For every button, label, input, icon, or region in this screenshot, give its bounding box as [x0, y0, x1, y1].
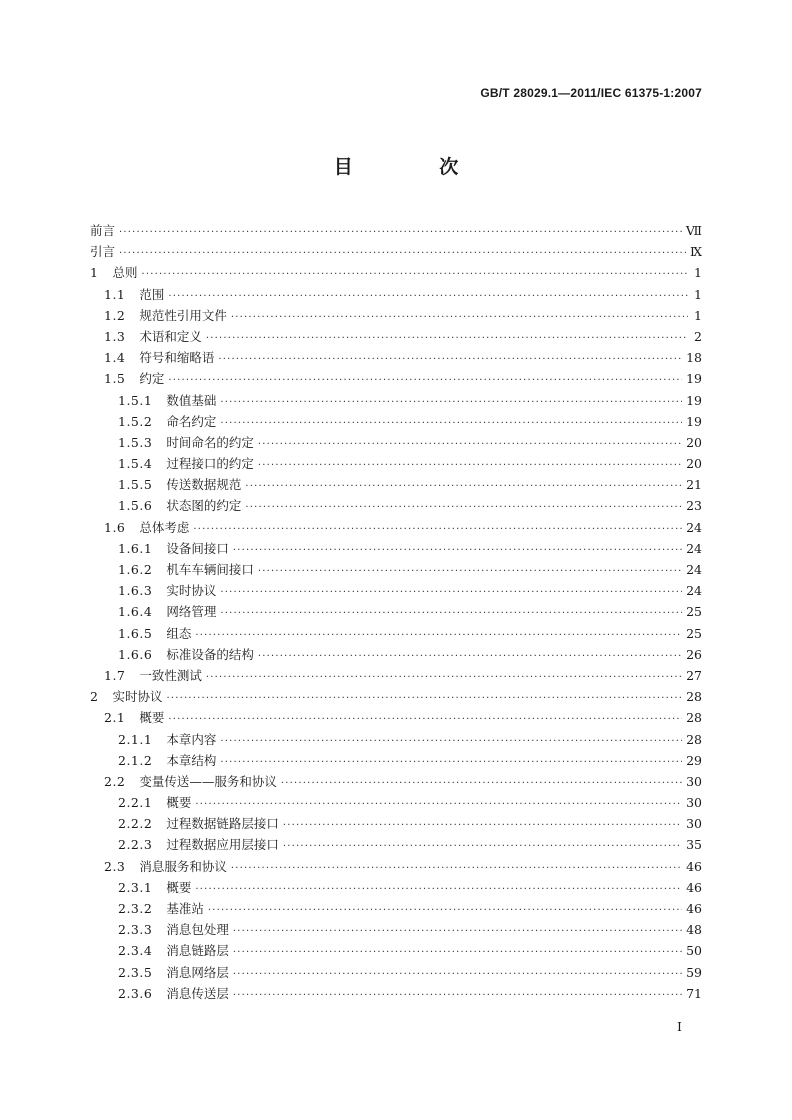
toc-entry[interactable]	[90, 305, 702, 326]
toc-entry-title: 消息网络层	[166, 964, 229, 980]
toc-entry-title: 规范性引用文件	[139, 307, 227, 323]
toc-entry-title: 机车车辆间接口	[166, 562, 254, 577]
toc-entry[interactable]	[90, 390, 702, 411]
toc-entry-title: 状态图的约定	[166, 498, 242, 514]
toc-dot-leader	[233, 921, 682, 942]
toc-entry-number: 1.1	[104, 286, 126, 302]
toc-dot-leader	[258, 434, 682, 455]
toc-entry-number: 2.3.5	[118, 964, 153, 980]
toc-entry-title: 变量传送——服务和协议	[139, 773, 277, 789]
toc-entry-title: 概要	[139, 710, 165, 726]
toc-entry[interactable]	[90, 898, 702, 919]
toc-dot-leader	[220, 582, 682, 603]
toc-dot-leader	[195, 879, 682, 900]
toc-entry-page: 48	[686, 922, 702, 938]
toc-entry[interactable]	[90, 919, 702, 940]
toc-entry-number: 1.5.4	[118, 456, 153, 472]
toc-entry[interactable]	[90, 983, 702, 1004]
toc-entry-page: 19	[686, 392, 702, 408]
toc-dot-leader	[220, 392, 682, 413]
toc-entry-number: 1.7	[104, 667, 126, 683]
toc-entry-page: 28	[686, 731, 702, 747]
toc-entry-number: 1.5.2	[118, 413, 153, 429]
toc-entry-number: 2.3.1	[118, 879, 153, 895]
toc-entry[interactable]	[90, 707, 702, 728]
toc-entry[interactable]	[90, 517, 702, 538]
toc-entry-page: 30	[686, 816, 702, 832]
table-of-contents	[90, 220, 702, 1004]
toc-entry-title: 命名约定	[166, 413, 217, 429]
toc-entry-title: 数值基础	[166, 392, 217, 408]
toc-entry-title: 总则	[112, 265, 138, 281]
toc-entry-page: 25	[686, 604, 702, 620]
toc-entry-page: 1	[694, 265, 702, 281]
toc-entry-title: 消息链路层	[166, 943, 229, 959]
toc-entry-page: 46	[686, 901, 702, 916]
toc-entry-number: 2.2.1	[118, 795, 153, 811]
toc-dot-leader	[245, 497, 682, 518]
toc-entry[interactable]	[90, 729, 702, 750]
toc-dot-leader	[231, 858, 682, 879]
toc-dot-leader	[283, 836, 682, 857]
toc-entry[interactable]	[90, 538, 702, 559]
toc-entry-page: 20	[686, 434, 702, 450]
toc-entry-number: 1.6.5	[118, 625, 153, 641]
toc-dot-leader	[206, 667, 682, 688]
toc-entry-page: 46	[686, 858, 702, 874]
toc-entry-number: 1.5.1	[118, 392, 153, 408]
toc-entry[interactable]	[90, 432, 702, 453]
toc-entry-number: 1.5.5	[118, 477, 153, 493]
toc-entry[interactable]	[90, 686, 702, 707]
toc-entry-number: 1.6.2	[118, 562, 153, 577]
toc-entry-title: 过程数据链路层接口	[166, 816, 279, 832]
toc-dot-leader	[166, 688, 682, 709]
toc-entry-page: 24	[686, 540, 702, 556]
toc-entry-title: 时间命名的约定	[166, 434, 254, 450]
toc-entry-number: 2.2.2	[118, 816, 153, 832]
toc-entry-page: 59	[686, 964, 702, 980]
toc-entry-number: 2.3	[104, 858, 126, 874]
toc-entry-title: 引言	[90, 244, 116, 260]
toc-dot-leader	[208, 900, 682, 921]
toc-dot-leader	[218, 349, 682, 370]
toc-entry[interactable]	[90, 856, 702, 877]
toc-entry-title: 消息服务和协议	[139, 858, 227, 874]
toc-entry[interactable]	[90, 284, 702, 305]
toc-entry-number: 1.6.3	[118, 583, 153, 599]
toc-entry-number: 1.6.1	[118, 540, 153, 556]
toc-dot-leader	[119, 222, 682, 243]
toc-entry-title: 消息包处理	[166, 922, 229, 938]
toc-entry-page: 1	[694, 307, 702, 323]
toc-entry-title: 范围	[139, 286, 165, 302]
toc-dot-leader	[258, 646, 682, 667]
toc-entry-title: 总体考虑	[139, 519, 190, 535]
toc-entry-page: 28	[686, 710, 702, 726]
toc-entry-number: 2.3.6	[118, 985, 153, 1001]
toc-entry-title: 术语和定义	[139, 328, 202, 344]
toc-entry-page: 21	[686, 477, 702, 493]
toc-dot-leader	[281, 773, 682, 794]
toc-entry-number: 1.5.6	[118, 498, 153, 514]
toc-entry[interactable]	[90, 262, 702, 283]
toc-dot-leader	[283, 815, 682, 836]
toc-dot-leader	[195, 794, 682, 815]
toc-entry-page: 23	[686, 498, 702, 514]
toc-entry-number: 1.2	[104, 307, 126, 323]
toc-entry-page: 50	[686, 943, 702, 959]
toc-dot-leader	[206, 328, 688, 349]
toc-entry[interactable]	[90, 220, 702, 241]
toc-entry[interactable]	[90, 877, 702, 898]
toc-entry-title: 前言	[90, 223, 116, 238]
toc-entry[interactable]	[90, 665, 702, 686]
toc-entry-title: 符号和缩略语	[139, 350, 215, 366]
toc-dot-leader	[193, 519, 682, 540]
toc-entry-page: 24	[686, 562, 702, 577]
toc-entry-number: 2.1	[104, 710, 126, 726]
toc-entry[interactable]	[90, 326, 702, 347]
toc-entry-page: 1	[694, 286, 702, 302]
toc-dot-leader	[220, 731, 682, 752]
toc-dot-leader	[233, 540, 682, 561]
toc-dot-leader	[258, 561, 682, 582]
toc-dot-leader	[220, 413, 682, 434]
toc-entry-number: 2.3.4	[118, 943, 153, 959]
toc-entry-page: 19	[686, 371, 702, 387]
toc-dot-leader	[168, 370, 682, 391]
toc-dot-leader	[233, 942, 682, 963]
toc-entry[interactable]	[90, 601, 702, 622]
toc-dot-leader	[168, 709, 682, 730]
toc-dot-leader	[233, 964, 682, 985]
toc-entry[interactable]	[90, 813, 702, 834]
toc-entry-title: 实时协议	[112, 689, 163, 705]
toc-entry-title: 约定	[139, 371, 165, 387]
toc-entry-title: 过程接口的约定	[166, 456, 254, 472]
toc-entry-title: 设备间接口	[166, 540, 229, 556]
toc-entry[interactable]	[90, 580, 702, 601]
toc-dot-leader	[220, 752, 682, 773]
toc-dot-leader	[233, 985, 682, 1006]
toc-entry[interactable]	[90, 623, 702, 644]
toc-dot-leader	[168, 286, 688, 307]
toc-entry-number: 1.6.4	[118, 604, 153, 620]
toc-entry[interactable]	[90, 792, 702, 813]
page-number: I	[677, 1019, 682, 1034]
toc-entry-page: 30	[686, 795, 702, 811]
toc-entry-number: 2.2.3	[118, 837, 153, 853]
toc-dot-leader	[231, 307, 688, 328]
toc-entry[interactable]	[90, 411, 702, 432]
toc-entry-title: 传送数据规范	[166, 477, 242, 493]
toc-entry-title: 本章内容	[166, 731, 217, 747]
toc-entry-title: 本章结构	[166, 752, 217, 768]
toc-entry-page: Ⅸ	[689, 244, 702, 260]
toc-entry-page: 28	[686, 689, 702, 705]
toc-entry-number: 1.5	[104, 371, 126, 387]
toc-entry-title: 组态	[166, 625, 192, 641]
toc-entry-title: 过程数据应用层接口	[166, 837, 279, 853]
toc-entry-title: 基准站	[166, 901, 204, 916]
toc-entry-title: 实时协议	[166, 583, 217, 599]
toc-entry-page: 24	[686, 519, 702, 535]
toc-dot-leader	[220, 603, 682, 624]
toc-entry-number: 2	[90, 689, 99, 705]
toc-entry[interactable]	[90, 962, 702, 983]
toc-entry[interactable]	[90, 347, 702, 368]
toc-entry-number: 2.3.3	[118, 922, 153, 938]
toc-entry[interactable]	[90, 241, 702, 262]
toc-entry[interactable]	[90, 453, 702, 474]
toc-entry-number: 1	[90, 265, 99, 281]
toc-entry-page: 19	[686, 413, 702, 429]
toc-entry-number: 2.3.2	[118, 901, 153, 916]
toc-entry-number: 1.6.6	[118, 646, 153, 662]
toc-entry-title: 概要	[166, 879, 192, 895]
toc-entry[interactable]	[90, 834, 702, 855]
toc-dot-leader	[258, 455, 682, 476]
toc-entry[interactable]	[90, 495, 702, 516]
toc-entry-number: 2.1.2	[118, 752, 153, 768]
toc-entry-page: 25	[686, 625, 702, 641]
toc-entry-number: 2.2	[104, 773, 126, 789]
toc-entry-page: 20	[686, 456, 702, 472]
toc-entry-number: 1.4	[104, 350, 126, 366]
toc-entry-page: 71	[686, 985, 702, 1001]
toc-entry[interactable]	[90, 644, 702, 665]
toc-entry-page: Ⅶ	[685, 223, 702, 238]
toc-entry-page: 2	[694, 328, 702, 344]
toc-entry-page: 29	[686, 752, 702, 768]
toc-entry-page: 18	[686, 350, 702, 366]
toc-entry[interactable]	[90, 559, 702, 580]
toc-entry-title: 一致性测试	[139, 667, 202, 683]
toc-entry-page: 35	[686, 837, 702, 853]
toc-entry-number: 1.5.3	[118, 434, 153, 450]
toc-entry-number: 2.1.1	[118, 731, 153, 747]
toc-entry-title: 网络管理	[166, 604, 217, 620]
toc-entry[interactable]	[90, 750, 702, 771]
toc-entry-page: 46	[686, 879, 702, 895]
toc-dot-leader	[245, 476, 682, 497]
page-title: 目 次	[333, 156, 499, 178]
toc-entry-title: 消息传送层	[166, 985, 229, 1001]
toc-entry-page: 30	[686, 773, 702, 789]
toc-dot-leader	[119, 243, 686, 264]
toc-entry-title: 概要	[166, 795, 192, 811]
toc-entry[interactable]	[90, 368, 702, 389]
toc-entry-number: 1.3	[104, 328, 126, 344]
toc-entry[interactable]	[90, 474, 702, 495]
toc-entry-number: 1.6	[104, 519, 126, 535]
toc-dot-leader	[141, 264, 688, 285]
toc-entry-page: 24	[686, 583, 702, 599]
document-id-header: GB/T 28029.1—2011/IEC 61375-1:2007	[480, 86, 702, 100]
toc-entry[interactable]	[90, 771, 702, 792]
toc-entry-page: 27	[686, 667, 702, 683]
toc-entry[interactable]	[90, 940, 702, 961]
toc-entry-page: 26	[686, 646, 702, 662]
toc-dot-leader	[195, 625, 682, 646]
toc-entry-title: 标准设备的结构	[166, 646, 254, 662]
